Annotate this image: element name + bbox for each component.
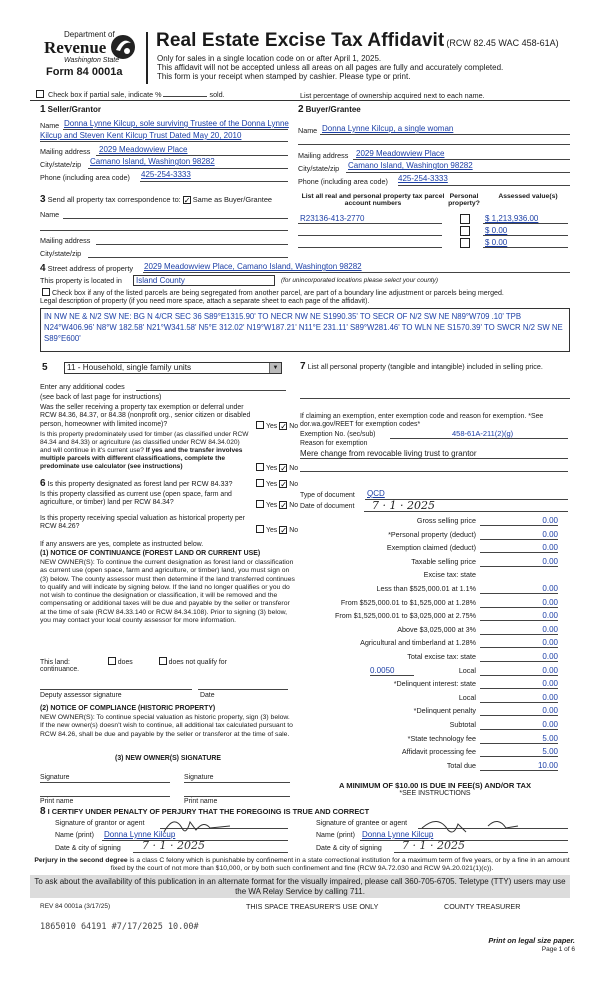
owner2-sig-field[interactable] — [184, 782, 290, 783]
local-rate[interactable]: 0.0050 — [370, 666, 414, 676]
buyer-name[interactable]: Donna Lynne Kilcup, a single woman — [322, 124, 454, 133]
tax-row — [300, 734, 558, 747]
deputy-date-field[interactable] — [198, 689, 288, 690]
assessed-value[interactable]: $ 1,213,936.00 — [485, 214, 539, 223]
grantor-date-label: Date & city of signing — [55, 845, 121, 852]
legal-label: Legal description of property (if you need more space, attach a separate sheet to each page of the affidavit). — [40, 298, 370, 305]
exempt-text: If claiming an exemption, enter exemption code and reason for exemption. *See dor.wa.gov/REET for exemption codes* — [300, 413, 544, 429]
seller-name-label: Name — [40, 121, 60, 130]
exempt-no-label: Exemption No. (sec/sub) — [300, 431, 376, 438]
grantor-name-label: Name (print) — [55, 832, 94, 839]
seller-name-line1[interactable]: Donna Lynne Kilcup, sole surviving Trustee of the Donna Lynne — [64, 119, 289, 128]
tax-label: *Delinquent interest: state — [393, 679, 476, 689]
tax-label: Local — [458, 665, 476, 675]
grantee-date-label: Date & city of signing — [316, 845, 382, 852]
owner2-print-label: Print name — [184, 798, 218, 805]
doc-date-label: Date of document — [300, 503, 355, 510]
s6q2-no[interactable] — [279, 501, 287, 509]
n1-text: NEW OWNER(S): To continue the current designation as forest land or classification as current use (open space, farm and agriculture, or timber) land, you must sign on (3) below. The county assessor must then determine if the land transferred continues to qualify and will indicate by signing below. If the land no longer qualifies or you do not wish to continue the designation or classification, it will be removed and the compensating or additional taxes will be due and payable by the seller or transferor at the time of sale (RCW 84.33.140 or RCW 84.34.108). Prior to signing (3) below, you may contact your local county assessor for more information. — [40, 559, 295, 625]
q2-no[interactable] — [279, 464, 287, 472]
buyer-name-label: Name — [298, 126, 318, 135]
tax-label: Agricultural and timberland at 1.28% — [360, 638, 476, 648]
rev-number: REV 84 0001a (3/17/25) — [40, 903, 111, 910]
sec4-located-label: This property is located in — [40, 276, 122, 285]
tax-row — [300, 598, 558, 611]
sec3-city-field[interactable] — [88, 257, 288, 258]
buyer-mail-label: Mailing address — [298, 151, 349, 160]
page-number: Page 1 of 6 — [541, 946, 575, 953]
personal-property-checkbox[interactable] — [460, 226, 470, 236]
n1-title: (1) NOTICE OF CONTINUANCE (FOREST LAND OR CURRENT USE) — [40, 550, 261, 557]
personal-property-checkbox[interactable] — [460, 214, 470, 224]
rule — [30, 100, 570, 101]
notice-line2: This affidavit will not be accepted unless all areas on all pages are fully and accurately completed. — [157, 63, 504, 72]
tax-label: Less than $525,000.01 at 1.1% — [376, 584, 476, 593]
tax-row — [300, 666, 558, 679]
grantee-signature[interactable] — [418, 812, 528, 838]
sec3-heading: 3 Send all property tax correspondence to:✓ Same as Buyer/Grantee — [40, 194, 272, 205]
tax-value[interactable]: 0.00 — [480, 543, 558, 553]
form-number: Form 84 0001a — [46, 66, 123, 78]
tax-label: Excise tax: state — [423, 570, 476, 580]
deputy-date-label: Date — [200, 692, 215, 699]
s6q3-no[interactable] — [279, 526, 287, 534]
owner2-sig-label: Signature — [184, 774, 214, 781]
this-land-row: This land: does does not qualify for — [40, 659, 227, 666]
grantee-name-label: Name (print) — [316, 832, 355, 839]
tax-row — [300, 543, 558, 556]
does-not-checkbox[interactable] — [159, 657, 167, 665]
tax-value[interactable]: 5.00 — [480, 734, 558, 744]
buyer-phone-label: Phone (including area code) — [298, 177, 388, 186]
sec4-street[interactable]: 2029 Meadowview Place, Camano Island, Washington 98282 — [144, 262, 362, 271]
sec5-q1-yesno: Yes✓ No — [254, 421, 298, 430]
sec6-q2-yesno: Yes✓ No — [254, 500, 298, 509]
grantor-date[interactable]: 7 · 1 · 2025 — [142, 839, 205, 852]
sec4-located-note: (for unincorporated locations please select your county) — [281, 277, 439, 284]
same-as-buyer-checkbox[interactable] — [183, 196, 191, 204]
tax-row — [300, 747, 558, 760]
grantee-name[interactable]: Donna Lynne Kilcup — [362, 830, 434, 839]
seller-name-line2[interactable]: Kilcup and Steven Kent Kilcup Trust Dated May 20, 2010 — [40, 131, 242, 140]
tax-label: Total due — [446, 760, 476, 770]
codes-field[interactable] — [136, 390, 286, 391]
buyer-phone[interactable]: 425-254-3333 — [398, 174, 448, 183]
tax-value[interactable]: 0.00 — [480, 693, 558, 703]
tax-value[interactable]: 5.00 — [480, 747, 558, 757]
value-col-header: Assessed value(s) — [498, 193, 558, 200]
doc-date[interactable]: 7 · 1 · 2025 — [372, 499, 435, 512]
tax-row — [300, 516, 558, 529]
parcel-number-field[interactable] — [298, 235, 442, 236]
notice-line3: This form is your receipt when stamped by cashier. Please type or print. — [157, 72, 411, 81]
partial-sale-label: Check box if partial sale, indicate % — [48, 90, 162, 99]
owner1-print-label: Print name — [40, 798, 74, 805]
seller-phone-label: Phone (including area code) — [40, 173, 130, 182]
partial-sale-pct[interactable] — [163, 96, 207, 97]
seller-phone[interactable]: 425-254-3333 — [141, 170, 191, 179]
seller-mail-label: Mailing address — [40, 147, 91, 156]
grantor-name[interactable]: Donna Lynne Kilcup — [104, 830, 176, 839]
sec4-street-label: 4 Street address of property — [40, 263, 134, 274]
tax-row — [300, 611, 558, 624]
sec3-mail-label: Mailing address — [40, 236, 91, 245]
ada-banner: To ask about the availability of this publication in an alternate format for the visually impaired, please call 360-705-6705. Teletype (TTY) users may use the WA Relay Service by calling 711. — [30, 875, 570, 898]
sec5-q1: Was the seller receiving a property tax exemption or deferral under RCW 84.36, 84.37, or 84.38 (nonprofit org., senior citizen or disabled person, homeowner with limited income)? — [40, 404, 251, 428]
reason-value[interactable]: Mere change from revocable living trust to grantor — [300, 449, 477, 458]
grantor-sig-label: Signature of grantor or agent — [55, 820, 145, 827]
chevron-down-icon[interactable]: ▼ — [269, 363, 281, 373]
landuse-select[interactable]: 11 - Household, single family units ▼ — [64, 362, 282, 374]
owner1-print-field[interactable] — [40, 796, 170, 797]
s6q3-yes[interactable] — [256, 525, 264, 533]
owner1-sig-label: Signature — [40, 774, 70, 781]
tax-value[interactable]: 0.00 — [480, 530, 558, 540]
tax-row — [300, 693, 558, 706]
sec7-text: 7 List all personal property (tangible and intangible) included in selling price. — [300, 361, 543, 372]
tax-row — [300, 706, 558, 719]
codes-note: (see back of last page for instructions) — [40, 392, 162, 401]
tax-label: *Personal property (deduct) — [388, 529, 476, 539]
county-select[interactable]: Island County — [133, 275, 275, 286]
exempt-no[interactable]: 458-61A-211(2)(g) — [452, 429, 514, 438]
tax-row — [300, 530, 558, 543]
grantee-date[interactable]: 7 · 1 · 2025 — [402, 839, 465, 852]
s6q2-yes[interactable] — [256, 500, 264, 508]
n2-title: (2) NOTICE OF COMPLIANCE (HISTORIC PROPERTY) — [40, 705, 216, 712]
sec3-name-field[interactable] — [63, 218, 288, 219]
tax-value[interactable]: 0.00 — [480, 666, 558, 676]
seller-mail[interactable]: 2029 Meadowview Place — [99, 145, 188, 154]
owner2-print-field[interactable] — [184, 796, 290, 797]
does-checkbox[interactable] — [108, 657, 116, 665]
seller-heading: 1 Seller/Grantor — [40, 104, 101, 115]
segregated-row: Check box if any of the listed parcels are being segregated from another parcel, are part of a boundary line adjustment or parcels being merged. — [40, 288, 504, 297]
q2-yes[interactable] — [256, 463, 264, 471]
sec8-heading: 8 I CERTIFY UNDER PENALTY OF PERJURY THAT THE FOREGOING IS TRUE AND CORRECT — [40, 806, 370, 817]
tax-row — [300, 679, 558, 692]
seller-city[interactable]: Camano Island, Washington 98282 — [90, 157, 215, 166]
print-legal: Print on legal size paper. — [488, 936, 575, 945]
tax-label: Local — [458, 692, 476, 702]
parcel-number[interactable]: R23136-413-2770 — [300, 214, 365, 223]
n2-text: NEW OWNER(S): To continue special valuation as historic property, sign (3) below. If the new owner(s) doesn't wish to continue, all additional tax calculated pursuant to RCW 84.26, shall be due and payable by the seller or transferor at the time of sale. — [40, 714, 293, 738]
ownership-note: List percentage of ownership acquired next to each name. — [300, 91, 485, 100]
tax-value[interactable]: 0.00 — [480, 611, 558, 621]
partial-sale-sold: sold. — [209, 90, 225, 99]
tax-value[interactable]: 0.00 — [480, 652, 558, 662]
sec6-q1-yesno: Yes✓ No — [254, 479, 298, 488]
tax-row — [300, 720, 558, 733]
q1-no[interactable] — [279, 422, 287, 430]
form-statute: (RCW 82.45 WAC 458-61A) — [446, 38, 559, 48]
tax-label: Gross selling price — [416, 516, 476, 525]
tax-label: Above $3,025,000 at 3% — [397, 624, 476, 634]
dept-brand: Revenue — [44, 38, 107, 57]
tax-value[interactable]: 0.00 — [480, 598, 558, 608]
parcel-number-field[interactable] — [298, 247, 442, 248]
perjury-notice: Perjury in the second degree is a class C felony which is punishable by confinement in a state correctional institution for a maximum term of five years, or by a fine in an amount fixed by the court of not more than $10,000, or by both such confinement and fine (RCW 9A.72.030 and RCW 9A.20.021(1)(c)). — [34, 857, 570, 873]
tax-row — [300, 761, 558, 774]
segregated-checkbox[interactable] — [42, 288, 50, 296]
s6q1-no[interactable] — [279, 480, 287, 488]
buyer-city-label: City/state/zip — [298, 164, 340, 173]
tax-label: Subtotal — [449, 720, 476, 729]
s6q1-yes[interactable] — [256, 479, 264, 487]
deputy-label: Deputy assessor signature — [40, 692, 122, 699]
tax-label: *Delinquent penalty — [413, 706, 476, 716]
sec5-num: 5 — [42, 362, 48, 373]
dept-state: Washington State — [64, 57, 120, 64]
grantee-sig-label: Signature of grantee or agent — [316, 820, 408, 827]
sec6-q3-yesno: Yes✓ No — [254, 525, 298, 534]
cashier-stamp: 1865010 64191 #7/17/2025 10.00# — [40, 922, 199, 932]
parcel-number-field[interactable] — [298, 223, 442, 224]
tax-value[interactable]: 0.00 — [480, 706, 558, 716]
deputy-sig-field[interactable] — [40, 689, 192, 690]
personal-col-header: Personal property? — [448, 193, 480, 207]
tax-value[interactable]: 0.00 — [480, 638, 558, 648]
tax-label: From $1,525,000.01 to $3,025,000 at 2.75% — [334, 611, 476, 621]
sec6-q2: Is this property classified as current use (open space, farm and agriculture, or timber) land per RCW 84.34? — [40, 491, 232, 507]
tax-row — [300, 557, 558, 570]
owner1-sig-field[interactable] — [40, 782, 170, 783]
parcel-col-header: List all real and personal property tax parcel account numbers — [301, 193, 445, 207]
seller-city-label: City/state/zip — [40, 160, 82, 169]
sec3-mail-field[interactable] — [96, 244, 288, 245]
doc-type-label: Type of document — [300, 492, 355, 499]
form-title: Real Estate Excise Tax Affidavit — [156, 30, 445, 51]
tax-row — [300, 638, 558, 651]
q1-yes[interactable] — [256, 421, 264, 429]
header-divider — [146, 32, 148, 84]
continuance-label: continuance. — [40, 666, 80, 673]
buyer-mail[interactable]: 2029 Meadowview Place — [356, 149, 445, 158]
minimum-line2: *SEE INSTRUCTIONS — [399, 790, 471, 797]
tax-row — [300, 625, 558, 638]
buyer-heading: 2 Buyer/Grantee — [298, 104, 361, 115]
sec6-q1-row: 6 Is this property designated as forest land per RCW 84.33? — [40, 478, 233, 489]
tax-value[interactable]: 0.00 — [480, 720, 558, 730]
doc-type[interactable]: QCD — [367, 489, 385, 498]
codes-label: Enter any additional codes — [40, 382, 125, 391]
n3-title: (3) NEW OWNER(S) SIGNATURE — [115, 755, 221, 762]
assessed-value[interactable]: $ 0.00 — [485, 226, 508, 235]
sec3-name-label: Name — [40, 210, 60, 219]
sec3-city-label: City/state/zip — [40, 249, 82, 258]
sec6-q3: Is this property receiving special valuation as historical property per RCW 84.26? — [40, 515, 245, 531]
tax-label: Taxable selling price — [411, 556, 476, 566]
treasurer-space: THIS SPACE TREASURER'S USE ONLY — [246, 902, 379, 911]
partial-sale-checkbox[interactable] — [36, 90, 44, 98]
notice-line1: Only for sales in a single location code on or after April 1, 2025. — [157, 54, 382, 63]
tax-value[interactable]: 0.00 — [480, 625, 558, 635]
tax-value[interactable]: 0.00 — [480, 679, 558, 689]
legal-description[interactable]: IN NW NE & N/2 SW NE: BG N 4/CR SEC 36 S89°E1315.90' TO NECR NW NE S1990.35' TO SECR OF N/2 SW NE N89°W709 .10' TPB N24°W406.96' N8°W 182.58' N21°W341.58' N5°E 312.02' N19°W187.21' N11°E 231.11' S89°W281.46' TO WLN NE S1570.39' TO SWCR N/2 SW NE S89°E600' — [40, 308, 570, 352]
sec7-field[interactable] — [300, 398, 570, 399]
tax-label: Exemption claimed (deduct) — [386, 543, 476, 553]
assessed-value[interactable]: $ 0.00 — [485, 238, 508, 247]
buyer-city[interactable]: Camano Island, Washington 98282 — [348, 161, 473, 170]
sec5-q2-yesno: Yes✓ No — [254, 463, 298, 472]
tax-value[interactable]: 0.00 — [480, 584, 558, 594]
dept-line1: Department of — [64, 30, 115, 39]
minimum-line1: A MINIMUM OF $10.00 IS DUE IN FEE(S) AND/OR TAX — [338, 781, 532, 790]
tax-value[interactable]: 0.00 — [480, 557, 558, 567]
personal-property-checkbox[interactable] — [460, 238, 470, 248]
tax-value[interactable]: 0.00 — [480, 516, 558, 526]
tax-row — [300, 570, 558, 583]
tax-label: *State technology fee — [407, 733, 476, 743]
county-treasurer: COUNTY TREASURER — [444, 902, 521, 911]
tax-label: Total excise tax: state — [407, 652, 476, 661]
tax-label: Affidavit processing fee — [401, 747, 476, 757]
sec6-if-yes: If any answers are yes, complete as instructed below. — [40, 541, 204, 548]
tax-value[interactable]: 10.00 — [480, 761, 558, 771]
tax-row — [300, 652, 558, 665]
reason-label: Reason for exemption — [300, 440, 368, 447]
tax-row — [300, 584, 558, 597]
sec5-q2: Is this property predominately used for timber (as classified under RCW 84.34 and 84.33) or agriculture (as classified under RCW 84.34.020) and will continue in it's current use? If yes and the transfer involves multiple parcels with different classifications, complete the predominate use calculator (see instructions) — [40, 431, 249, 470]
tax-label: From $525,000.01 to $1,525,000 at 1.28% — [340, 597, 476, 607]
